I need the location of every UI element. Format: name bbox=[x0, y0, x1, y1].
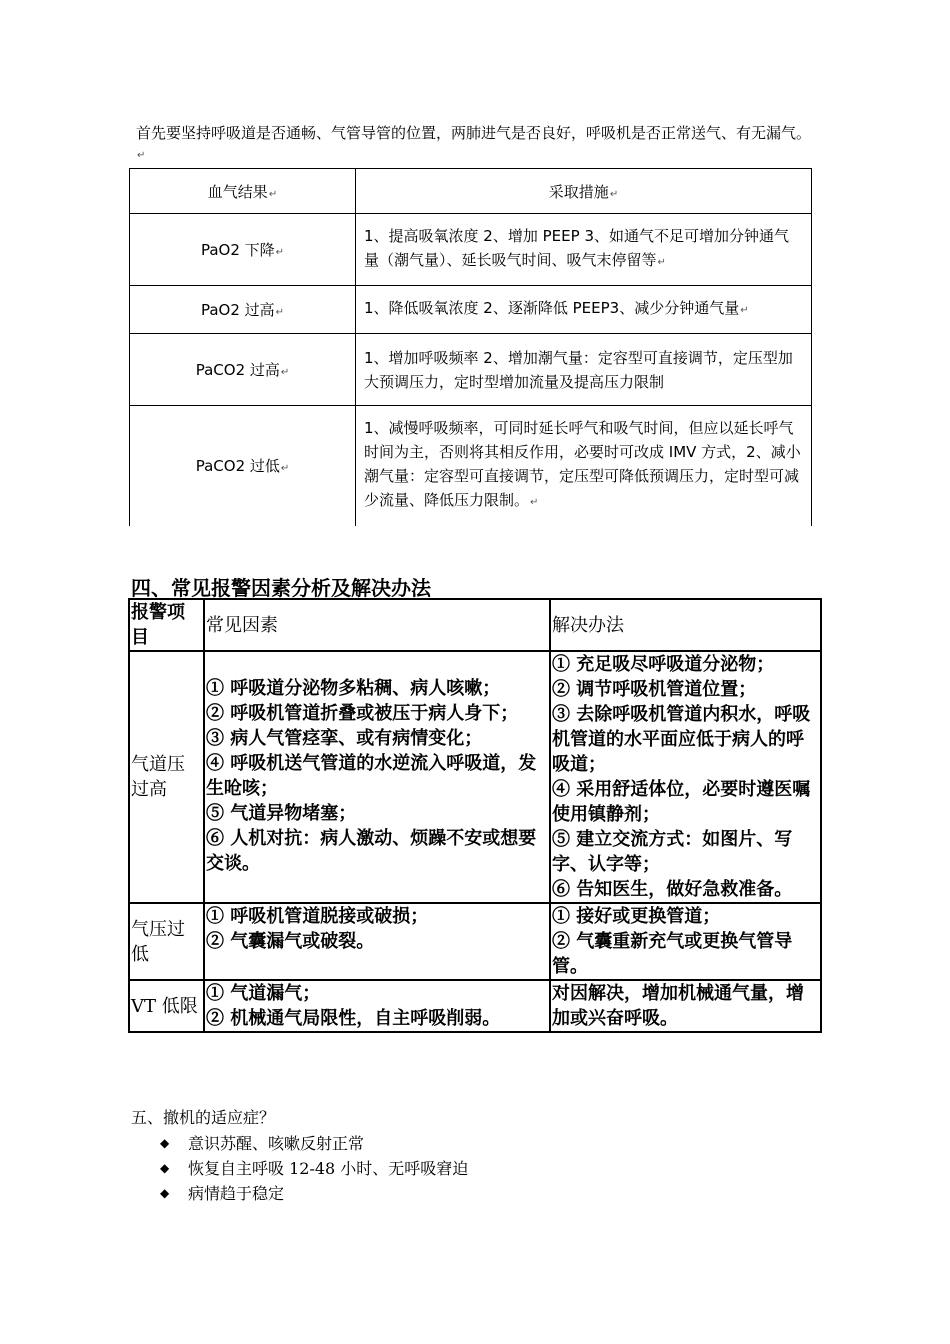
list-item: ⑥ 人机对抗：病人激动、烦躁不安或想要交谈。 bbox=[206, 828, 537, 874]
blood-gas-header-row bbox=[130, 169, 812, 214]
list-item: ◆ 恢复自主呼吸 12-48 小时、无呼吸窘迫 bbox=[160, 1156, 468, 1181]
section4-title: 四、常见报警因素分析及解决办法 bbox=[131, 576, 431, 600]
list-item: ② 调节呼吸机管道位置； bbox=[552, 679, 757, 700]
action-cell: 1、提高吸氧浓度 2、增加 PEEP 3、如通气不足可增加分钟通气量（潮气量）、延长吸气时间、吸气末停留等↵ bbox=[356, 214, 812, 286]
table-row bbox=[129, 980, 821, 1032]
list-item: ③ 去除呼吸机管道内积水，呼吸机管道的水平面应低于病人的呼吸道； bbox=[552, 704, 811, 775]
list-item: ② 呼吸机管道折叠或被压于病人身下； bbox=[206, 703, 519, 724]
bullet-icon: ◆ bbox=[160, 1136, 170, 1150]
list-item: ① 呼吸机管道脱接或破损； bbox=[206, 906, 429, 927]
alarm-header-row bbox=[129, 599, 821, 651]
list-item: ◆ 意识苏醒、咳嗽反射正常 bbox=[160, 1131, 468, 1156]
list-item: ① 呼吸道分泌物多粘稠、病人咳嗽； bbox=[206, 678, 501, 699]
action-cell: 1、降低吸氧浓度 2、逐渐降低 PEEP3、减少分钟通气量↵ bbox=[356, 286, 812, 334]
causes-cell bbox=[204, 980, 550, 1032]
causes-cell bbox=[204, 651, 550, 903]
action-cell: 1、增加呼吸频率 2、增加潮气量：定容型可直接调节，定压型加大预调压力，定时型增加流量及提高压力限制 bbox=[356, 334, 812, 406]
list-item: ◆ 病情趋于稳定 bbox=[160, 1181, 468, 1206]
table-row bbox=[129, 903, 821, 980]
list-item: ⑤ 建立交流方式：如图片、写字、认字等； bbox=[552, 829, 793, 875]
paragraph-mark: ↵ bbox=[137, 150, 146, 161]
list-item: ② 气囊漏气或破裂。 bbox=[206, 931, 375, 952]
list-item: ⑥ 告知医生，做好急救准备。 bbox=[552, 879, 793, 900]
table-row bbox=[130, 286, 812, 334]
list-item: 对因解决，增加机械通气量，增加或兴奋呼吸。 bbox=[552, 983, 804, 1029]
header-action: 采取措施↵ bbox=[356, 169, 812, 214]
list-item: ③ 病人气管痉挛、或有病情变化； bbox=[206, 728, 483, 749]
alarm-table bbox=[128, 598, 822, 1033]
list-item: ① 接好或更换管道； bbox=[552, 906, 721, 927]
alarm-item: 气道压过高 bbox=[129, 651, 204, 903]
table-row bbox=[129, 651, 821, 903]
result-cell: PaO2 下降↵ bbox=[130, 214, 356, 286]
alarm-item: 气压过低 bbox=[129, 903, 204, 980]
intro-text: 首先要坚持呼吸道是否通畅、气管导管的位置，两肺进气是否良好，呼吸机是否正常送气、有无漏气。 bbox=[136, 124, 812, 142]
table-row bbox=[130, 406, 812, 526]
solutions-cell bbox=[550, 651, 821, 903]
list-item: ② 机械通气局限性，自主呼吸削弱。 bbox=[206, 1008, 501, 1029]
alarm-item: VT 低限 bbox=[129, 980, 204, 1032]
causes-cell bbox=[204, 903, 550, 980]
section5-title: 五、撤机的适应症？ bbox=[131, 1108, 276, 1127]
intro-paragraph bbox=[136, 123, 816, 166]
solutions-cell bbox=[550, 980, 821, 1032]
header-result: 血气结果↵ bbox=[130, 169, 356, 214]
list-item: ① 气道漏气； bbox=[206, 983, 321, 1004]
action-cell: 1、减慢呼吸频率，可同时延长呼气和吸气时间，但应以延长呼气时间为主，否则将其相反作用，必要时可改成 IMV 方式，2、减小潮气量：定容型可直接调节，定压型可降低预调压力，定时型可减少流量、降低压力限制。↵ bbox=[356, 406, 812, 526]
list-item: ④ 呼吸机送气管道的水逆流入呼吸道，发生呛咳； bbox=[206, 753, 537, 799]
result-cell: PaCO2 过低↵ bbox=[130, 406, 356, 526]
solutions-cell bbox=[550, 903, 821, 980]
header-alarm-item: 报警项目 bbox=[129, 599, 204, 651]
list-item: ④ 采用舒适体位，必要时遵医嘱使用镇静剂； bbox=[552, 779, 811, 825]
list-item: ① 充足吸尽呼吸道分泌物； bbox=[552, 654, 775, 675]
table-row bbox=[130, 214, 812, 286]
header-solutions: 解决办法 bbox=[550, 599, 821, 651]
result-cell: PaO2 过高↵ bbox=[130, 286, 356, 334]
table-row bbox=[130, 334, 812, 406]
list-item: ② 气囊重新充气或更换气管导管。 bbox=[552, 931, 793, 977]
bullet-icon: ◆ bbox=[160, 1186, 170, 1200]
result-cell: PaCO2 过高↵ bbox=[130, 334, 356, 406]
header-causes: 常见因素 bbox=[204, 599, 550, 651]
bullet-icon: ◆ bbox=[160, 1161, 170, 1175]
blood-gas-table bbox=[129, 168, 812, 526]
weaning-indications-list bbox=[160, 1131, 468, 1206]
list-item: ⑤ 气道异物堵塞； bbox=[206, 803, 357, 824]
